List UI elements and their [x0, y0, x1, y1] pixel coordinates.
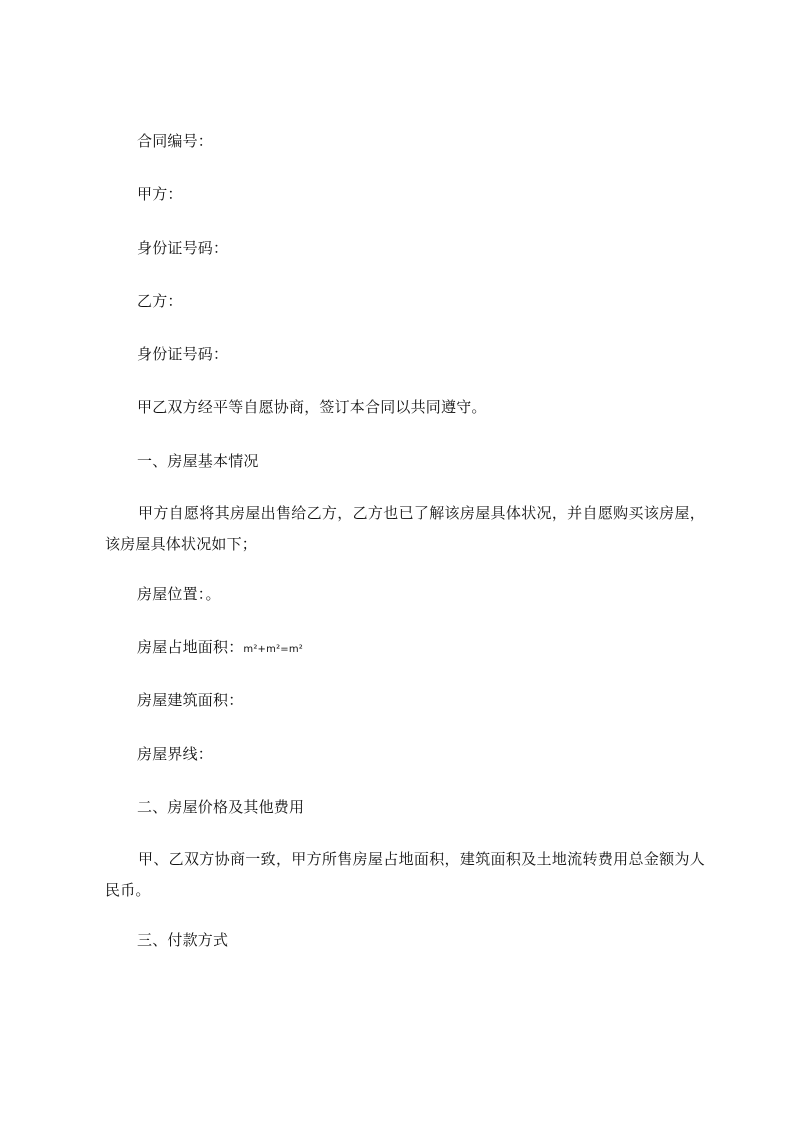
- contract-number-field: 合同编号：: [137, 132, 214, 150]
- section-1-paragraph: 甲方自愿将其房屋出售给乙方，乙方也已了解该房屋具体状况，并自愿购买该房屋，该房屋具体状况如下；: [105, 504, 705, 553]
- land-area-label: 房屋占地面积：: [137, 638, 244, 656]
- party-a-field: 甲方：: [137, 185, 183, 203]
- section-2-heading: 二、房屋价格及其他费用: [137, 798, 305, 816]
- section-3-heading: 三、付款方式: [137, 931, 229, 949]
- house-boundary-field: 房屋界线：: [137, 745, 214, 763]
- house-location-field: 房屋位置：。: [137, 585, 221, 603]
- party-a-id-field: 身份证号码：: [137, 239, 229, 257]
- intro-paragraph: 甲乙双方经平等自愿协商，签订本合同以共同遵守。: [137, 398, 487, 416]
- section-1-heading: 一、房屋基本情况: [137, 452, 259, 470]
- land-area-formula: m²+m²=m²: [243, 644, 304, 655]
- land-area-field: [137, 637, 303, 660]
- building-area-field: 房屋建筑面积：: [137, 691, 244, 709]
- party-b-id-field: 身份证号码：: [137, 345, 229, 363]
- party-b-field: 乙方：: [137, 292, 183, 310]
- section-2-paragraph: 甲、乙双方协商一致，甲方所售房屋占地面积，建筑面积及土地流转费用总金额为人民币。: [105, 850, 705, 899]
